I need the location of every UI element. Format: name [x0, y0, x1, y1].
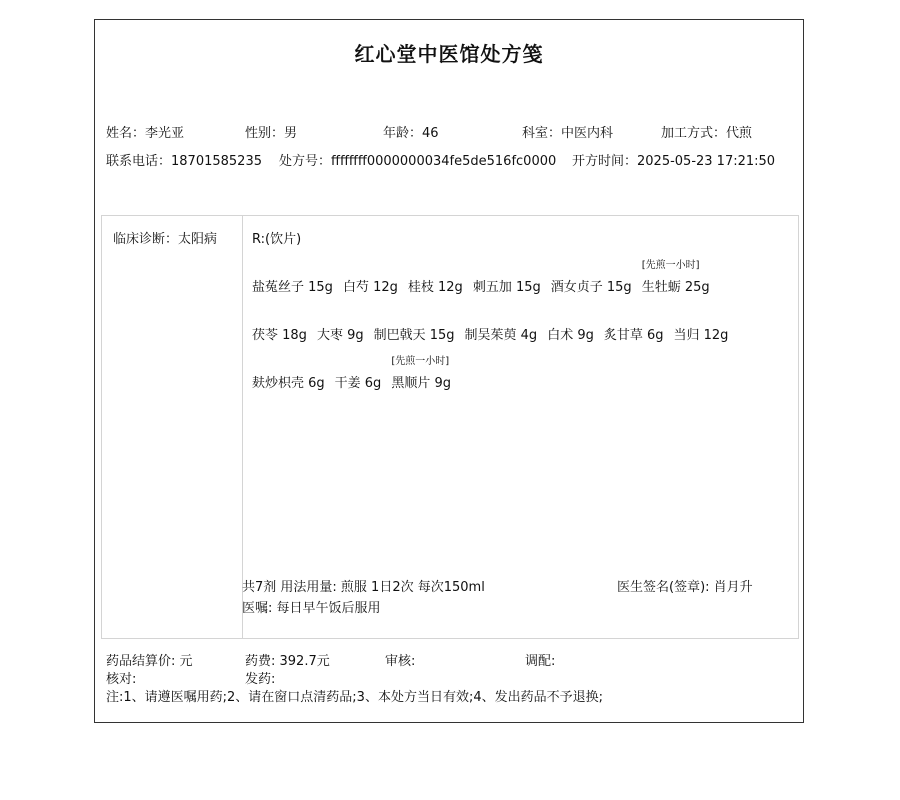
- patient-info-row-1: [106, 122, 793, 140]
- herb-line-2: [252, 324, 738, 344]
- review-field: 审核:: [385, 654, 416, 669]
- herb-line-1: [252, 260, 720, 296]
- footer-row-1: [106, 650, 793, 668]
- herb-item: 炙甘草 6g: [603, 328, 664, 343]
- herb-item: 制吴茱萸 4g: [464, 328, 538, 343]
- prescription-time: 开方时间：2025-05-23 17:21:50: [572, 154, 776, 169]
- herb-item: [先煎一小时] 生牡蛎 25g: [642, 276, 710, 295]
- contact-phone: 联系电话：18701585235: [106, 154, 262, 169]
- herb-item: 白术 9g: [547, 328, 594, 343]
- drug-fee: 药费: 392.7元: [245, 654, 330, 669]
- check-field: 核对:: [106, 672, 137, 687]
- doctor-signature: 医生签名(签章): 肖月升: [617, 580, 753, 595]
- herb-item: 盐菟丝子 15g: [252, 280, 333, 295]
- usage-block: [242, 576, 485, 618]
- herb-item: 白芍 12g: [342, 280, 398, 295]
- decoction-note: [先煎一小时]: [641, 260, 700, 271]
- patient-age: 年龄：46: [383, 126, 439, 141]
- column-divider: [242, 216, 243, 638]
- prescription-body: [101, 215, 799, 639]
- decoction-note: [先煎一小时]: [391, 356, 450, 367]
- page-title: 红心堂中医馆处方笺: [354, 42, 544, 66]
- department: 科室：中医内科: [522, 126, 614, 141]
- clinical-diagnosis: 临床诊断：太阳病: [113, 232, 218, 247]
- patient-name: 姓名：李光亚: [106, 126, 185, 141]
- prescription-sheet: [94, 19, 804, 723]
- patient-info-row-2: [106, 150, 793, 168]
- herb-item: 刺五加 15g: [472, 280, 541, 295]
- herb-item: 当归 12g: [673, 328, 729, 343]
- herb-item: 茯苓 18g: [252, 328, 307, 343]
- herb-item: 制巴戟天 15g: [373, 328, 455, 343]
- footer-row-2: [106, 668, 793, 686]
- herb-item: [先煎一小时] 黑顺片 9g: [391, 372, 451, 391]
- herb-item: 桂枝 12g: [407, 280, 463, 295]
- herb-line-3: [252, 356, 461, 392]
- herb-item: 麸炒枳壳 6g: [252, 376, 325, 391]
- prescription-number: 处方号：ffffffff0000000034fe5de516fc0000: [279, 154, 557, 169]
- issue-field: 发药:: [245, 672, 276, 687]
- drug-settlement-price: 药品结算价: 元: [106, 654, 193, 669]
- footer-notes: [106, 686, 793, 704]
- herb-item: 大枣 9g: [316, 328, 364, 343]
- herb-item: 酒女贞子 15g: [550, 280, 632, 295]
- notes-text: 注:1、请遵医嘱用药;2、请在窗口点清药品;3、本处方当日有效;4、发出药品不予退换;: [106, 690, 603, 705]
- herb-item: 干姜 6g: [334, 376, 382, 391]
- dosage-usage: 共7剂 用法用量: 煎服 1日2次 每次150ml: [242, 580, 485, 595]
- doctor-advice: 医嘱: 每日早午饭后服用: [242, 601, 381, 616]
- processing-method: 加工方式：代煎: [661, 126, 753, 141]
- dispense-prep-field: 调配:: [525, 654, 556, 669]
- patient-gender: 性别：男: [245, 126, 298, 141]
- rx-label: R:(饮片): [252, 232, 302, 247]
